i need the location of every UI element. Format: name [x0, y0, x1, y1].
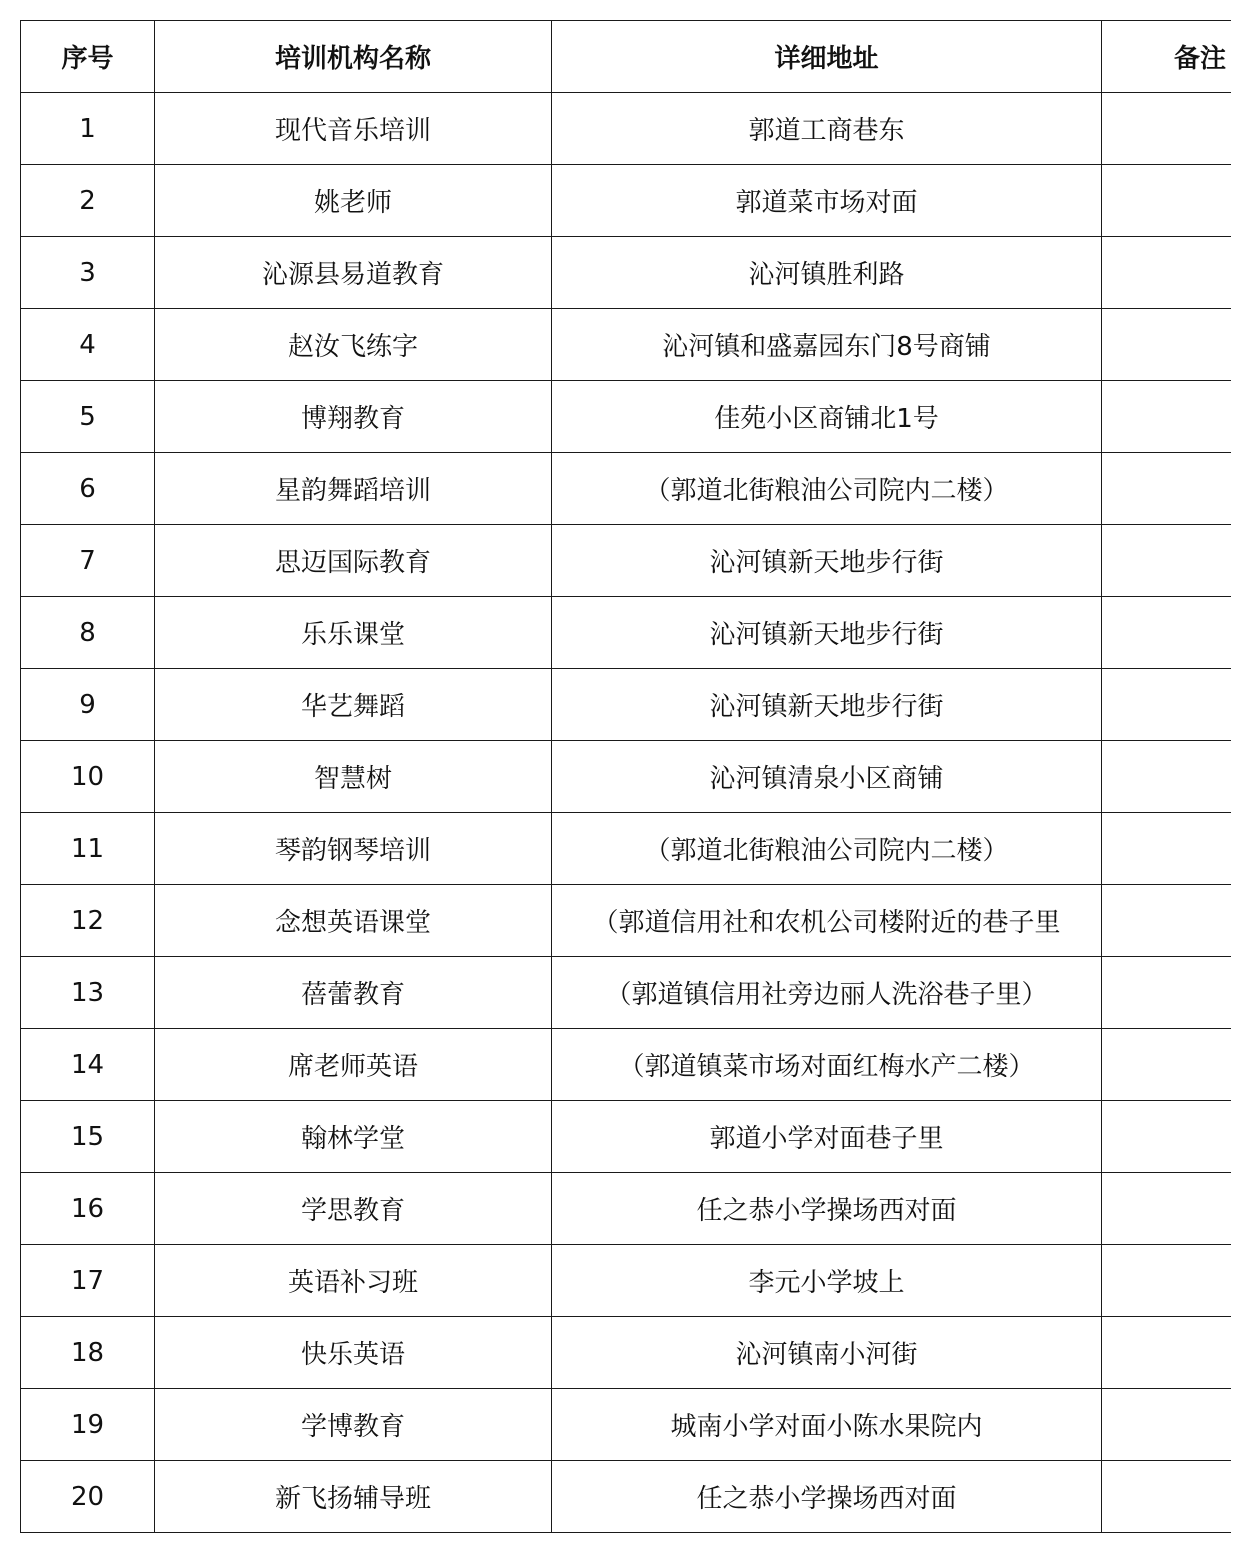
cell-address: 沁河镇新天地步行街 [552, 669, 1102, 741]
cell-seq: 10 [21, 741, 155, 813]
table-body [21, 93, 1232, 1533]
cell-seq: 1 [21, 93, 155, 165]
cell-address: （郭道北街粮油公司院内二楼） [552, 813, 1102, 885]
cell-note [1102, 1173, 1232, 1245]
header-name: 培训机构名称 [155, 21, 552, 93]
cell-address: 任之恭小学操场西对面 [552, 1461, 1102, 1533]
table-row [21, 165, 1232, 237]
cell-name: 英语补习班 [155, 1245, 552, 1317]
table-row [21, 597, 1232, 669]
cell-note [1102, 669, 1232, 741]
table-row [21, 741, 1232, 813]
cell-seq: 15 [21, 1101, 155, 1173]
cell-seq: 8 [21, 597, 155, 669]
table-row [21, 93, 1232, 165]
training-institutions-sheet [20, 20, 1231, 1538]
cell-name: 快乐英语 [155, 1317, 552, 1389]
cell-address: 佳苑小区商铺北1号 [552, 381, 1102, 453]
table-row [21, 1029, 1232, 1101]
header-address: 详细地址 [552, 21, 1102, 93]
cell-address: 郭道工商巷东 [552, 93, 1102, 165]
cell-note [1102, 1389, 1232, 1461]
cell-name: 蓓蕾教育 [155, 957, 552, 1029]
cell-address: 李元小学坡上 [552, 1245, 1102, 1317]
cell-name: 博翔教育 [155, 381, 552, 453]
table-row [21, 669, 1232, 741]
cell-address: 郭道菜市场对面 [552, 165, 1102, 237]
cell-name: 乐乐课堂 [155, 597, 552, 669]
table-row [21, 309, 1232, 381]
cell-name: 学思教育 [155, 1173, 552, 1245]
table-row [21, 525, 1232, 597]
cell-address: （郭道镇信用社旁边丽人洗浴巷子里） [552, 957, 1102, 1029]
cell-seq: 2 [21, 165, 155, 237]
cell-address: 郭道小学对面巷子里 [552, 1101, 1102, 1173]
cell-seq: 4 [21, 309, 155, 381]
cell-name: 姚老师 [155, 165, 552, 237]
cell-name: 琴韵钢琴培训 [155, 813, 552, 885]
cell-address: 沁河镇胜利路 [552, 237, 1102, 309]
cell-seq: 12 [21, 885, 155, 957]
cell-note [1102, 813, 1232, 885]
cell-note [1102, 885, 1232, 957]
table-header-row [21, 21, 1232, 93]
cell-note [1102, 381, 1232, 453]
cell-note [1102, 1461, 1232, 1533]
cell-seq: 11 [21, 813, 155, 885]
header-note: 备注 [1102, 21, 1232, 93]
table-row [21, 1389, 1232, 1461]
cell-seq: 19 [21, 1389, 155, 1461]
cell-note [1102, 1029, 1232, 1101]
cell-address: 沁河镇南小河街 [552, 1317, 1102, 1389]
cell-seq: 5 [21, 381, 155, 453]
cell-address: （郭道信用社和农机公司楼附近的巷子里 [552, 885, 1102, 957]
cell-note [1102, 237, 1232, 309]
cell-note [1102, 597, 1232, 669]
cell-address: （郭道镇菜市场对面红梅水产二楼） [552, 1029, 1102, 1101]
cell-note [1102, 957, 1232, 1029]
cell-note [1102, 309, 1232, 381]
cell-seq: 14 [21, 1029, 155, 1101]
cell-note [1102, 1317, 1232, 1389]
cell-address: 沁河镇和盛嘉园东门8号商铺 [552, 309, 1102, 381]
cell-address: 城南小学对面小陈水果院内 [552, 1389, 1102, 1461]
table-row [21, 453, 1232, 525]
cell-seq: 17 [21, 1245, 155, 1317]
table-row [21, 957, 1232, 1029]
cell-name: 新飞扬辅导班 [155, 1461, 552, 1533]
table-row [21, 813, 1232, 885]
cell-address: 沁河镇清泉小区商铺 [552, 741, 1102, 813]
cell-note [1102, 525, 1232, 597]
cell-note [1102, 1245, 1232, 1317]
cell-address: 沁河镇新天地步行街 [552, 597, 1102, 669]
cell-name: 华艺舞蹈 [155, 669, 552, 741]
cell-name: 念想英语课堂 [155, 885, 552, 957]
cell-note [1102, 93, 1232, 165]
table-row [21, 1101, 1232, 1173]
cell-seq: 16 [21, 1173, 155, 1245]
cell-note [1102, 165, 1232, 237]
training-institutions-table [20, 20, 1231, 1533]
cell-note [1102, 453, 1232, 525]
cell-seq: 18 [21, 1317, 155, 1389]
table-row [21, 1461, 1232, 1533]
table-row [21, 237, 1232, 309]
cell-name: 思迈国际教育 [155, 525, 552, 597]
cell-name: 星韵舞蹈培训 [155, 453, 552, 525]
cell-name: 翰林学堂 [155, 1101, 552, 1173]
cell-name: 智慧树 [155, 741, 552, 813]
table-row [21, 1173, 1232, 1245]
cell-name: 沁源县易道教育 [155, 237, 552, 309]
cell-seq: 13 [21, 957, 155, 1029]
cell-seq: 6 [21, 453, 155, 525]
cell-seq: 20 [21, 1461, 155, 1533]
table-row [21, 1245, 1232, 1317]
cell-seq: 9 [21, 669, 155, 741]
table-row [21, 885, 1232, 957]
cell-name: 现代音乐培训 [155, 93, 552, 165]
table-row [21, 381, 1232, 453]
cell-name: 席老师英语 [155, 1029, 552, 1101]
cell-address: 任之恭小学操场西对面 [552, 1173, 1102, 1245]
cell-note [1102, 1101, 1232, 1173]
table-row [21, 1317, 1232, 1389]
cell-address: （郭道北街粮油公司院内二楼） [552, 453, 1102, 525]
cell-address: 沁河镇新天地步行街 [552, 525, 1102, 597]
cell-name: 学博教育 [155, 1389, 552, 1461]
cell-note [1102, 741, 1232, 813]
cell-seq: 7 [21, 525, 155, 597]
cell-name: 赵汝飞练字 [155, 309, 552, 381]
cell-seq: 3 [21, 237, 155, 309]
header-seq: 序号 [21, 21, 155, 93]
